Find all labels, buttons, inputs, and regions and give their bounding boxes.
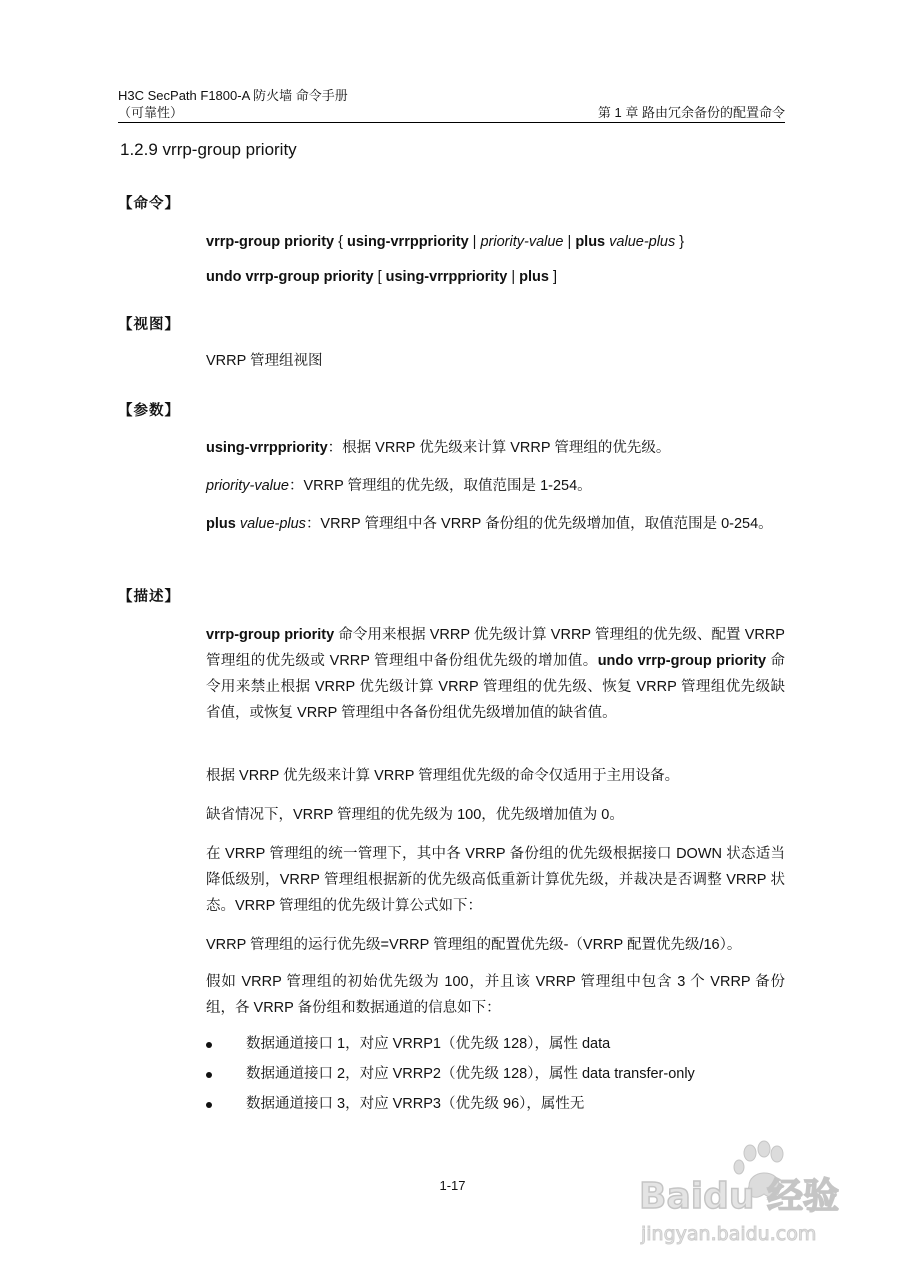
cmd-argument: priority-value bbox=[480, 234, 564, 250]
list-item bbox=[206, 1031, 785, 1057]
cmd-syntax-text: | bbox=[468, 234, 481, 250]
param-name: priority-value bbox=[206, 478, 289, 494]
list-item-text: 数据通道接口 3，对应 VRRP3（优先级 96），属性无 bbox=[246, 1096, 585, 1112]
bullet-icon bbox=[206, 1072, 212, 1078]
cmd-argument: value-plus bbox=[609, 234, 676, 250]
header-product-subtitle: （可靠性） bbox=[118, 105, 184, 120]
list-item-text: 数据通道接口 2，对应 VRRP2（优先级 128），属性 data transfer-only bbox=[246, 1066, 695, 1082]
tag-params: 【参数】 bbox=[118, 403, 180, 419]
param-name: plus bbox=[206, 516, 236, 532]
tag-view: 【视图】 bbox=[118, 317, 180, 333]
desc-text: 命令用来根据 VRRP 优先级计算 VRRP 管理组的优先级、配置 VRRP 管理组的优先级或 VRRP 管理组中备份组优先级的增加值。 bbox=[206, 627, 785, 669]
undo-command-syntax-line bbox=[206, 264, 785, 290]
header-chapter: 第 1 章 路由冗余备份的配置命令 bbox=[597, 105, 785, 120]
tag-description: 【描述】 bbox=[118, 589, 180, 605]
param-description: ：VRRP 管理组中各 VRRP 备份组的优先级增加值，取值范围是 0-254。 bbox=[305, 516, 773, 532]
param-plus bbox=[206, 511, 785, 537]
bullet-icon bbox=[206, 1042, 212, 1048]
param-priority-value bbox=[206, 473, 785, 499]
command-syntax-line bbox=[206, 229, 785, 255]
desc-paragraph-1 bbox=[206, 622, 785, 726]
cmd-keyword: undo vrrp-group priority bbox=[206, 269, 374, 285]
watermark-url: jingyan.baidu.com bbox=[641, 1223, 817, 1245]
desc-paragraph-3: 缺省情况下，VRRP 管理组的优先级为 100，优先级增加值为 0。 bbox=[206, 807, 624, 823]
param-name: using-vrrppriority bbox=[206, 440, 328, 456]
page-number: 1-17 bbox=[439, 1178, 466, 1193]
desc-keyword: undo vrrp-group priority bbox=[597, 653, 767, 669]
cmd-keyword: vrrp-group priority bbox=[206, 234, 335, 250]
desc-paragraph-4: 在 VRRP 管理组的统一管理下，其中各 VRRP 备份组的优先级根据接口 DOWN 状态适当降低级别，VRRP 管理组根据新的优先级高低重新计算优先级，并裁决是否调整 VRRP 状态。VRRP 管理组的优先级计算公式如下： bbox=[206, 846, 785, 914]
desc-keyword: vrrp-group priority bbox=[206, 627, 335, 643]
list-item bbox=[206, 1061, 785, 1087]
desc-paragraph-6: 假如 VRRP 管理组的初始优先级为 100，并且该 VRRP 管理组中包含 3 个 VRRP 备份组，各 VRRP 备份组和数据通道的信息如下： bbox=[206, 974, 785, 1016]
watermark-brand: Baidu 经验 bbox=[639, 1176, 840, 1217]
param-argument: value-plus bbox=[239, 516, 306, 532]
section-title: 1.2.9 vrrp-group priority bbox=[120, 140, 297, 159]
header-product-title: H3C SecPath F1800-A 防火墙 命令手册 bbox=[118, 88, 348, 103]
desc-formula: VRRP 管理组的运行优先级=VRRP 管理组的配置优先级-（VRRP 配置优先级/16）。 bbox=[206, 937, 742, 953]
tag-command: 【命令】 bbox=[118, 196, 180, 212]
desc-paragraph-2: 根据 VRRP 优先级来计算 VRRP 管理组优先级的命令仅适用于主用设备。 bbox=[206, 768, 680, 784]
cmd-syntax-text: | bbox=[507, 269, 520, 285]
baidu-jingyan-watermark-logo bbox=[637, 1140, 867, 1250]
param-description: ：VRRP 管理组的优先级，取值范围是 1-254。 bbox=[289, 478, 592, 494]
header-divider bbox=[118, 122, 785, 123]
cmd-keyword: using-vrrppriority bbox=[347, 234, 469, 250]
desc-text: 命令用来禁止根据 VRRP 优先级计算 VRRP 管理组的优先级、恢复 VRRP 管理组优先级缺省值，或恢复 VRRP 管理组中各备份组优先级增加值的缺省值。 bbox=[206, 653, 785, 721]
cmd-syntax-text: } bbox=[675, 234, 685, 250]
cmd-syntax-text: { bbox=[334, 234, 347, 250]
cmd-syntax-text: | bbox=[563, 234, 576, 250]
param-description: ：根据 VRRP 优先级来计算 VRRP 管理组的优先级。 bbox=[327, 440, 671, 456]
list-item-text: 数据通道接口 1，对应 VRRP1（优先级 128），属性 data bbox=[246, 1036, 611, 1052]
bullet-icon bbox=[206, 1102, 212, 1108]
cmd-keyword: plus bbox=[575, 234, 606, 250]
list-item bbox=[206, 1091, 785, 1117]
cmd-syntax-text: ] bbox=[548, 269, 557, 285]
view-text: VRRP 管理组视图 bbox=[206, 353, 323, 369]
cmd-keyword: plus bbox=[519, 269, 549, 285]
cmd-syntax-text: [ bbox=[373, 269, 386, 285]
param-using-vrrppriority bbox=[206, 435, 785, 461]
cmd-keyword: using-vrrppriority bbox=[385, 269, 508, 285]
